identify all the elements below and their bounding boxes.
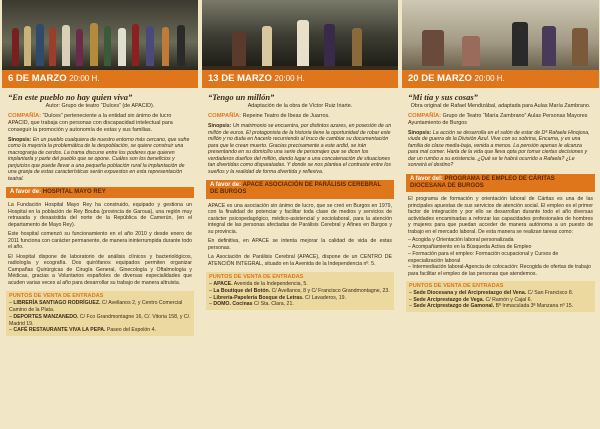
beneficiary-label: A favor de: xyxy=(210,182,242,189)
column-march-6 xyxy=(2,0,198,429)
company-text: Grupo de Teatro “María Zambrano” Aulas Personas Mayores Ayuntamiento de Burgos xyxy=(408,113,588,127)
ticket-point: – LIBRERÍA SANTIAGO RODRÍGUEZ. C/ Avellanos 2, y Centro Comercial Camino de la Plata. xyxy=(9,300,183,314)
company-label: COMPAÑÍA: xyxy=(208,113,242,119)
date-band xyxy=(402,70,599,88)
play-title: “En este pueblo no hay quien viva” xyxy=(8,92,133,102)
company-info xyxy=(2,112,198,136)
synopsis-label: Sinopsis: xyxy=(208,123,232,130)
company-label: COMPAÑÍA: xyxy=(408,113,442,119)
play-author: Autor: Grupo de teatro “Dulces” (de APACID). xyxy=(45,103,155,109)
list-item: – Acogida y Orientación laboral personalizada xyxy=(408,237,593,244)
company-text: Repeine Teatro de Ibeas de Juarros. xyxy=(242,113,330,119)
date-band xyxy=(202,70,398,88)
stage-photo-3 xyxy=(402,0,599,70)
ticket-point: – Sede Diocesana y del Arciprestazgo del Vena. C/ San Francisco 8. xyxy=(409,289,574,296)
list-item: – Intermediación laboral-Agencia de colocación: Recogida de ofertas de trabajo para facilitar el empleo de las personas que atendemos. xyxy=(408,264,593,278)
company-label: COMPAÑÍA: xyxy=(8,113,42,119)
synopsis-label: Sinopsis: xyxy=(8,136,32,143)
beneficiary-label: A favor de: xyxy=(10,189,42,196)
ticket-point: – CAFÉ RESTAURANTE VIVA LA PEPA. Paseo del Espolón 4. xyxy=(9,327,156,334)
beneficiary-paragraph: Este hospital comenzó su funcionamiento en el año 2010 y desde enero de 2011 funciona con carácter permanente, de manera ininterrumpida durante todo el año. xyxy=(8,231,192,251)
company-info xyxy=(202,112,398,122)
synopsis-label: Sinopsis: xyxy=(408,129,432,136)
ticket-point: – La Boutique del Botón. C/ Avellanos, 8 y C/ Francisco Grandmontagne, 23. xyxy=(209,287,390,294)
play-author: Adaptación de la obra de Víctor Ruiz Iriarte. xyxy=(247,103,353,109)
beneficiary-name: PROGRAMA DE EMPLEO DE CÁRITAS DIOCESANA DE BURGOS xyxy=(410,175,555,190)
beneficiary-paragraph: La Asociación de Parálisis Cerebral (APACE), dispone de un CENTRO DE ATENCIÓN INTEGRAL, situado en la Avenida de la Independencia nº. 5. xyxy=(208,254,392,267)
play-title: “Tengo un millón” xyxy=(208,92,275,102)
ticket-point: – APACE. Avenida de la Independencia, 5. xyxy=(209,281,308,288)
beneficiary-bar xyxy=(406,174,595,192)
ticket-points xyxy=(206,272,394,310)
time-label: 20:00 H. xyxy=(69,74,100,83)
ticket-points-title: PUNTOS DE VENTA DE ENTRADAS xyxy=(209,274,304,281)
list-item: – Acompañamiento en la Búsqueda Activa de Empleo xyxy=(408,244,593,251)
company-text: “Dulces” perteneciente a la entidad sin ánimo de lucro APACID, que trabaja con personas con discapacidad intelectual para conseguir la promoción y autonomía de estas y sus familias. xyxy=(8,113,173,133)
time-label: 20:00 H. xyxy=(474,74,505,83)
synopsis xyxy=(202,122,398,178)
ticket-point: – Sede Arciprestazgo de Vega. C/ Ramón y Cajal 6. xyxy=(409,296,532,303)
beneficiary-name: HOSPITAL MAYO REY xyxy=(42,189,106,196)
ticket-points-title: PUNTOS DE VENTA DE ENTRADAS xyxy=(9,293,104,300)
beneficiary-paragraph: La Fundación Hospital Mayo Rey ha construido, equipado y gestiona un Hospital en la población de Rey Bouba (provincia de Garoua), una región muy retrasada y desasistida del norte de la República de Camerún, (en el departamento de Mayo Rey). xyxy=(8,202,192,228)
play-author: Obra original de Rafael Mendizábal, adaptada para Aulas María Zambrano. xyxy=(410,103,591,109)
ticket-point: – DEPORTES MANZANEDO. C/ Fco Grandmontagne 16, C/. Vitoria 158, y C/. Madrid 19. xyxy=(9,313,191,327)
beneficiary-paragraph: El programa de formación y orientación laboral de Cáritas es una de las principales apuestas de sus servicios de atención social. El empleo es el primer factor de integración y por ello se desarrollan durante todo el año diversas actividades encaminadas a reforzar las capacidades profesionales de hombres y mujeres para que puedan acceder de manera autónoma a un puesto de trabajo en el mercado laboral. De esta manera se realizan tareas como: xyxy=(408,196,593,235)
time-label: 20:00 H. xyxy=(274,74,305,83)
synopsis-text: La acción se desarrolla en el salón de estar de Dª Rafaela Hinojosa, viuda de guerra de la División Azul. Vive con su sobrina, Encarna, y es una familia de clase media-baja, venida a menos. La pensión apenas le alcanza para mal comer. Harta de la vida que lleva opta por tomar ciertas decisiones y dar un rumbo a su existencia. ¿Qué se le habrá ocurrido a Rafaela? ¿Le sonreirá el destino? xyxy=(408,129,590,169)
list-item: – Formación para el empleo: Formación ocupacional y Cursos de especialización laboral xyxy=(408,251,593,265)
date-band xyxy=(2,70,198,88)
synopsis xyxy=(402,129,599,172)
stage-photo-1 xyxy=(2,0,198,70)
company-info xyxy=(402,112,599,129)
beneficiary-paragraph: El Hospital dispone de laboratorio de análisis clínicos y bacteriológicos, radiología y ecografía. Dos quirófanos equipados permiten organizar Campañas Quirúrgicas de Cirugía General, Ginecología y Oftalmología y Médicas, gracias a Voluntarios españoles de diversas especialidades que acuden varias veces al año para desarrollar su trabajo de manera altruista. xyxy=(8,253,192,286)
synopsis xyxy=(2,136,198,186)
ticket-points xyxy=(406,281,595,312)
beneficiary-bar xyxy=(206,180,394,198)
date-label: 13 DE MARZO xyxy=(208,73,272,84)
beneficiary-label: A favor del: xyxy=(410,175,443,182)
column-march-20 xyxy=(402,0,599,429)
synopsis-text: Un matrimonio se encuentra, por distintos azares, en posesión de un millón de euros. El protagonista de la historia tiene la oportunidad de robar este millón y no duda en hacerlo recurriendo al truco de cambiar su documentación para que le crean muerto. Gracias precisamente a este ardid, se irán presentando en su domicilio una serie de personajes que se dicen los verdaderos dueños del millón, dando lugar a una concatenación de situaciones tan divertidas como disparatadas. Y donde se nos plantea el contraste entre los sueños y la realidad de forma divertida y reflexiva. xyxy=(208,123,392,175)
stage-photo-2 xyxy=(202,0,398,70)
beneficiary-bar xyxy=(6,187,194,198)
beneficiary-name: APACE ASOCIACIÓN DE PARÁLISIS CEREBRAL DE BURGOS xyxy=(210,182,382,196)
synopsis-text: En un pueblo cualquiera de nuestro entorno más cercano, que sufre como la mayoría la problemática de la despoblación, se quiere construir una macrogranja de cerdos. La trama discurre entre los poderes que quieren implantarla y parte del pueblo que se opone. Cuáles son los beneficios y perjuicios que puede llevar a una pequeña población rural la implantación de una granja de estas características serán expuestos en esta representación teatral. xyxy=(8,136,190,182)
beneficiary-paragraph: En definitiva, en APACE se intenta mejorar la calidad de vida de estas personas. xyxy=(208,238,392,251)
column-march-13 xyxy=(202,0,398,429)
ticket-points xyxy=(6,291,194,336)
ticket-points-title: PUNTOS DE VENTA DE ENTRADAS xyxy=(409,282,504,289)
ticket-point: – Librería-Papelería Bosque de Letras. C/ Lavaderos, 19. xyxy=(209,294,346,301)
play-title: “Mi tía y sus cosas” xyxy=(408,92,478,102)
beneficiary-paragraph: APACE es una asociación sin ánimo de lucro, que se creó en Burgos en 1979, con la finalidad de potenciar y facilitar toda clase de medios y servicios de carácter psicopedagógico, médico-asistencial y sociolaboral, para la atención integral de las personas afectadas de Parálisis Cerebral y Afines en Burgos y su provincia. xyxy=(208,202,392,235)
ticket-point: – DOMO. Cocinas C/ Sta. Clara, 21. xyxy=(209,301,294,308)
task-list xyxy=(402,237,599,278)
date-label: 20 DE MARZO xyxy=(408,73,472,84)
date-label: 6 DE MARZO xyxy=(8,73,67,84)
ticket-point: – Sede Arciprestazgo de Gamonal. Bº Inmaculada 3ª Manzana nº 15. xyxy=(409,303,574,310)
